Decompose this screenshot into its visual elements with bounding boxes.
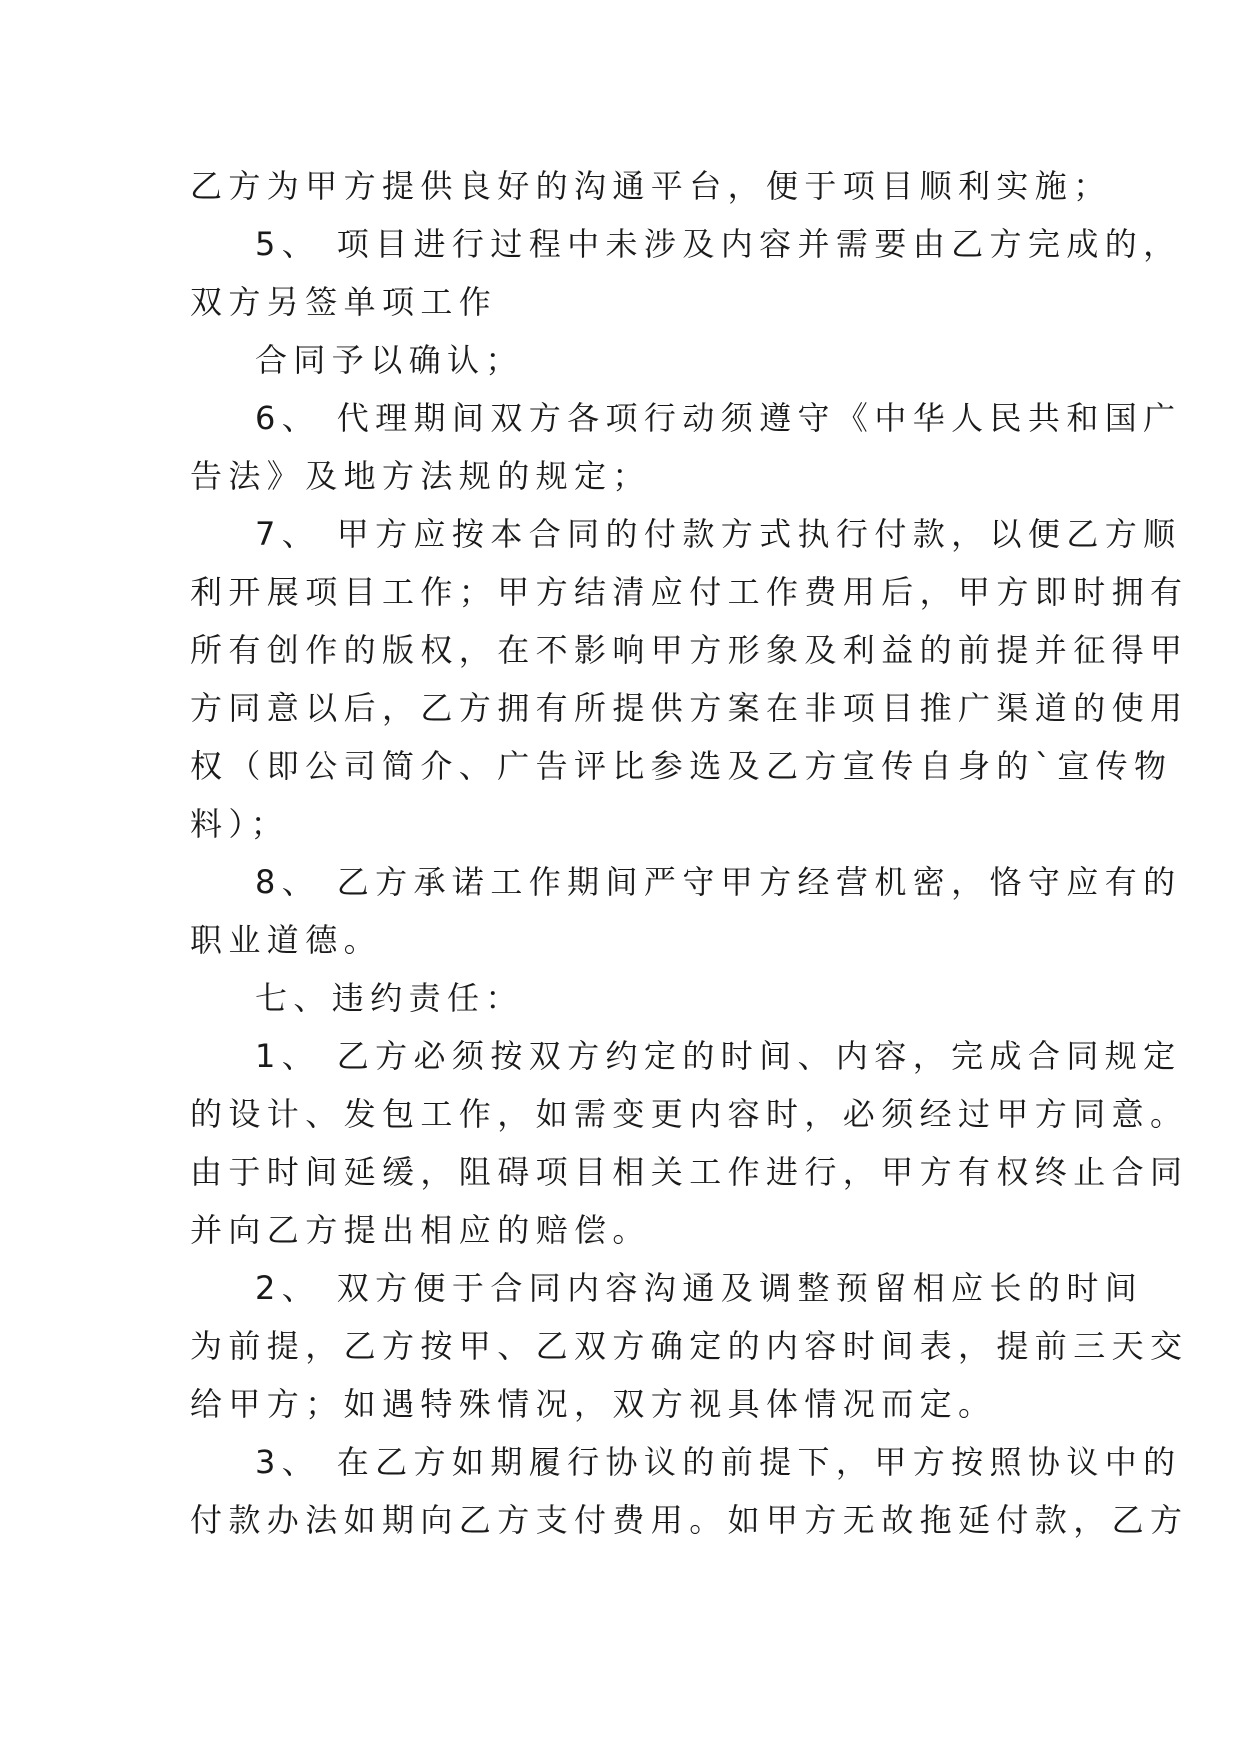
clause-7: 7、 甲方应按本合同的付款方式执行付款，以便乙方顺 bbox=[255, 515, 1182, 553]
text-line: 并向乙方提出相应的赔偿。 bbox=[190, 1211, 651, 1249]
text-line: 所有创作的版权，在不影响甲方形象及利益的前提并征得甲 bbox=[190, 631, 1189, 669]
text-line: 方同意以后，乙方拥有所提供方案在非项目推广渠道的使用 bbox=[190, 689, 1189, 727]
clause-3: 3、 在乙方如期履行协议的前提下，甲方按照协议中的 bbox=[255, 1443, 1182, 1481]
text-line: 双方另签单项工作 bbox=[190, 283, 498, 321]
text-line: 付款办法如期向乙方支付费用。如甲方无故拖延付款，乙方 bbox=[190, 1501, 1189, 1539]
clause-1: 1、 乙方必须按双方约定的时间、内容，完成合同规定 bbox=[255, 1037, 1182, 1075]
clause-8: 8、 乙方承诺工作期间严守甲方经营机密，恪守应有的 bbox=[255, 863, 1182, 901]
clause-6: 6、 代理期间双方各项行动须遵守《中华人民共和国广 bbox=[255, 399, 1182, 437]
text-line: 职业道德。 bbox=[190, 921, 383, 959]
text-line: 料）； bbox=[190, 805, 290, 843]
text-line: 利开展项目工作；甲方结清应付工作费用后，甲方即时拥有 bbox=[190, 573, 1189, 611]
section-heading: 七、违约责任： bbox=[255, 979, 524, 1017]
text-line: 给甲方；如遇特殊情况，双方视具体情况而定。 bbox=[190, 1385, 997, 1423]
text-line: 权（即公司简介、广告评比参选及乙方宣传自身的`宣传物 bbox=[190, 747, 1173, 785]
clause-2: 2、 双方便于合同内容沟通及调整预留相应长的时间 bbox=[255, 1269, 1144, 1307]
text-line: 的设计、发包工作，如需变更内容时，必须经过甲方同意。 bbox=[190, 1095, 1189, 1133]
text-line: 合同予以确认； bbox=[255, 341, 524, 379]
text-line: 由于时间延缓，阻碍项目相关工作进行，甲方有权终止合同 bbox=[190, 1153, 1189, 1191]
text-line: 乙方为甲方提供良好的沟通平台，便于项目顺利实施； bbox=[190, 167, 1112, 205]
text-line: 为前提，乙方按甲、乙双方确定的内容时间表，提前三天交 bbox=[190, 1327, 1189, 1365]
text-line: 告法》及地方法规的规定； bbox=[190, 457, 651, 495]
clause-5: 5、 项目进行过程中未涉及内容并需要由乙方完成的， bbox=[255, 225, 1182, 263]
